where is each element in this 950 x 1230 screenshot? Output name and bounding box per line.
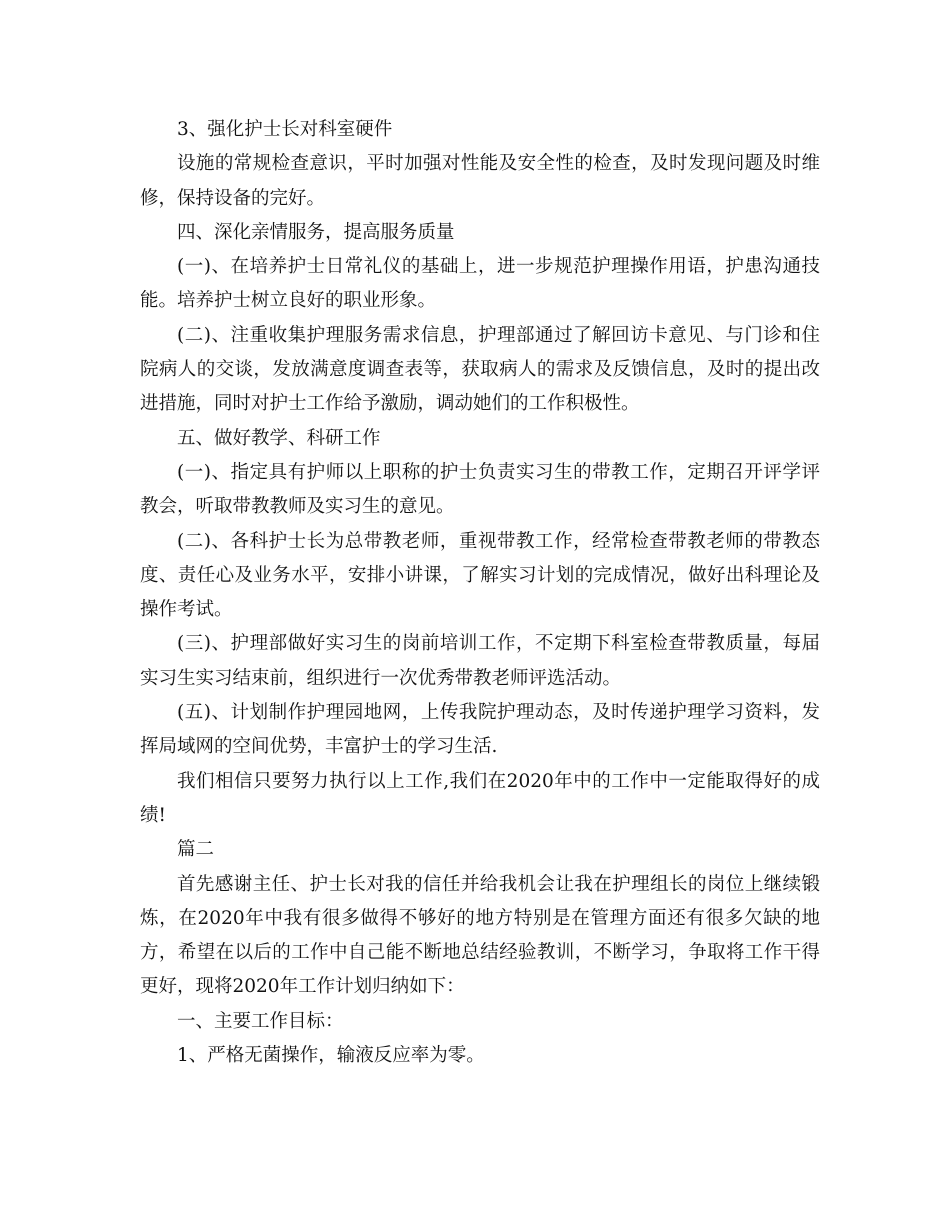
document-body xyxy=(140,113,820,1073)
body-paragraph: (三)、护理部做好实习生的岗前培训工作，不定期下科室检查带教质量，每届实习生实习结束前，组织进行一次优秀带教老师评选活动。 xyxy=(140,633,820,689)
body-paragraph: 设施的常规检查意识，平时加强对性能及安全性的检查，及时发现问题及时维修，保持设备的完好。 xyxy=(140,153,820,209)
section-heading: 五、做好教学、科研工作 xyxy=(177,427,381,449)
body-paragraph: 1、严格无菌操作，输液反应率为零。 xyxy=(177,1045,485,1067)
section-subitem: 3、强化护士长对科室硬件 xyxy=(177,119,393,140)
section-heading: 一、主要工作目标： xyxy=(177,1010,344,1032)
body-paragraph: (二)、注重收集护理服务需求信息，护理部通过了解回访卡意见、与门诊和住院病人的交谈，发放满意度调查表等，获取病人的需求及反馈信息，及时的提出改进措施，同时对护士工作给予激励，调动她们的工作积极性。 xyxy=(140,324,820,415)
section-heading: 四、深化亲情服务，提高服务质量 xyxy=(177,221,455,243)
body-paragraph: (二)、各科护士长为总带教老师，重视带教工作，经常检查带教老师的带教态度、责任心及业务水平，安排小讲课，了解实习计划的完成情况，做好出科理论及操作考试。 xyxy=(140,530,820,621)
body-paragraph: (一)、指定具有护师以上职称的护士负责实习生的带教工作，定期召开评学评教会，听取带教教师及实习生的意见。 xyxy=(140,461,820,518)
body-paragraph: (一)、在培养护士日常礼仪的基础上，进一步规范护理操作用语，护患沟通技能。培养护士树立良好的职业形象。 xyxy=(140,256,820,312)
part-heading: 篇二 xyxy=(177,839,215,861)
body-paragraph: 我们相信只要努力执行以上工作,我们在2020年中的工作中一定能取得好的成绩! xyxy=(140,770,820,826)
body-paragraph: 首先感谢主任、护士长对我的信任并给我机会让我在护理组长的岗位上继续锻炼，在2020年中我有很多做得不够好的地方特别是在管理方面还有很多欠缺的地方，希望在以后的工作中自己能不断地总结经验教训，不断学习，争取将工作干得更好，现将2020年工作计划归纳如下： xyxy=(140,873,820,998)
body-paragraph: (五)、计划制作护理园地网，上传我院护理动态，及时传递护理学习资料，发挥局域网的空间优势，丰富护士的学习生活. xyxy=(140,702,820,758)
